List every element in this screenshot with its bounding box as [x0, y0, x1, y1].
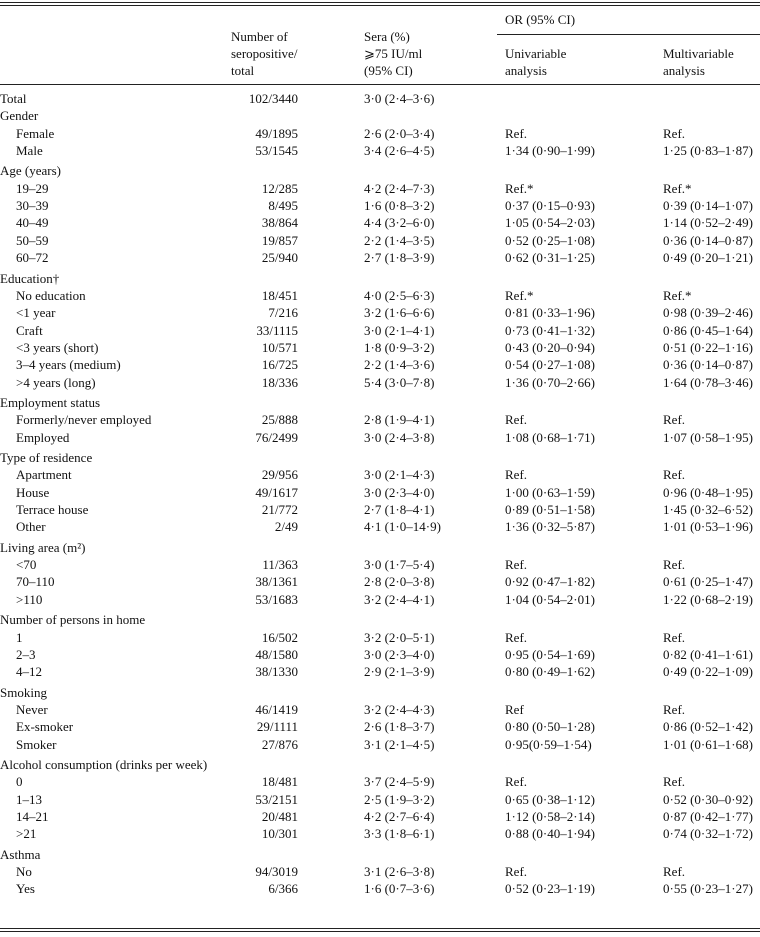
- group-label: Alcohol consumption (drinks per week): [0, 756, 208, 772]
- multivariable-or: 1·45 (0·32–6·52): [663, 502, 753, 518]
- seropositive-count: 11/363: [262, 557, 298, 573]
- sera-percent: 3·1 (2·1–4·5): [364, 736, 435, 752]
- seropositive-count: 46/1419: [255, 701, 298, 717]
- seropositive-count: 29/1111: [256, 719, 298, 735]
- univariable-or: 0·80 (0·50–1·28): [505, 719, 595, 735]
- sera-percent: 4·4 (3·2–6·0): [364, 215, 435, 231]
- sera-percent: 2·7 (1·8–4·1): [364, 502, 435, 518]
- seropositive-count: 18/481: [261, 774, 298, 790]
- table-row: [0, 484, 760, 501]
- univariable-or: Ref: [505, 701, 524, 717]
- seropositive-count: 10/571: [261, 339, 298, 355]
- bottom-rule-second: [0, 931, 760, 932]
- seropositive-count: 2/49: [274, 519, 298, 535]
- row-label: Male: [16, 143, 43, 159]
- table-row: [0, 429, 760, 446]
- multivariable-or: 0·36 (0·14–0·87): [663, 232, 753, 248]
- sera-header-line2: ⩾75 IU/ml: [364, 46, 423, 61]
- or-header-rule: [497, 34, 760, 35]
- group-heading: [0, 611, 760, 628]
- univariable-header-line1: Univariable: [505, 46, 567, 61]
- sera-percent: 2·9 (2·1–3·9): [364, 664, 435, 680]
- top-rule-second: [0, 5, 760, 6]
- multivariable-or: 1·01 (0·61–1·68): [663, 736, 753, 752]
- table-row: [0, 180, 760, 197]
- row-label: Female: [16, 125, 55, 141]
- sera-percent: 3·3 (1·8–6·1): [364, 826, 435, 842]
- multivariable-or: Ref.*: [663, 287, 692, 303]
- group-label: Asthma: [0, 846, 41, 862]
- univariable-header-line2: analysis: [505, 63, 547, 78]
- multivariable-or: 0·36 (0·14–0·87): [663, 357, 753, 373]
- multivariable-or: 0·74 (0·32–1·72): [663, 826, 753, 842]
- row-label: House: [16, 484, 50, 500]
- seropositive-count: 38/1330: [255, 664, 298, 680]
- univariable-or: Ref.: [505, 412, 528, 428]
- seropositive-count: 33/1115: [256, 322, 298, 338]
- seropositive-count: 38/1361: [255, 574, 298, 590]
- table-row: [0, 825, 760, 842]
- seropositive-count: 53/2151: [255, 791, 298, 807]
- univariable-or: 1·36 (0·32–5·87): [505, 519, 595, 535]
- sera-percent: 3·2 (2·4–4·3): [364, 701, 435, 717]
- row-label: 70–110: [16, 574, 55, 590]
- seropositive-count: 29/956: [261, 467, 298, 483]
- multivariable-or: 1·25 (0·83–1·87): [663, 143, 753, 159]
- table-row: [0, 646, 760, 663]
- univariable-or: 0·92 (0·47–1·82): [505, 574, 595, 590]
- table-row: [0, 197, 760, 214]
- univariable-or: 1·05 (0·54–2·03): [505, 215, 595, 231]
- row-label: <1 year: [16, 305, 56, 321]
- row-label: No education: [16, 287, 86, 303]
- multivariable-or: 0·39 (0·14–1·07): [663, 198, 753, 214]
- multivariable-or: 0·98 (0·39–2·46): [663, 305, 753, 321]
- seropositive-count: 19/857: [261, 232, 298, 248]
- multivariable-header-line1: Multivariable: [663, 46, 734, 61]
- header-bottom-rule: [0, 84, 760, 85]
- table-row: [0, 90, 760, 107]
- bottom-rule: [0, 928, 760, 929]
- sera-header-line3: (95% CI): [364, 63, 413, 78]
- univariable-or: 0·95 (0·54–1·69): [505, 646, 595, 662]
- group-label: Age (years): [0, 163, 61, 179]
- row-label: >21: [16, 826, 37, 842]
- multivariable-or: 1·14 (0·52–2·49): [663, 215, 753, 231]
- table-row: [0, 356, 760, 373]
- seropositive-count: 49/1895: [255, 125, 298, 141]
- sera-percent: 4·2 (2·4–7·3): [364, 180, 435, 196]
- sera-percent: 3·2 (2·4–4·1): [364, 591, 435, 607]
- multivariable-or: 1·07 (0·58–1·95): [663, 429, 753, 445]
- row-label: 1: [16, 629, 23, 645]
- univariable-or: 0·43 (0·20–0·94): [505, 339, 595, 355]
- sera-percent: 3·0 (2·4–3·6): [364, 91, 435, 106]
- univariable-or: 0·54 (0·27–1·08): [505, 357, 595, 373]
- univariable-or: 0·88 (0·40–1·94): [505, 826, 595, 842]
- row-label: Terrace house: [16, 502, 89, 518]
- sera-percent: 3·7 (2·4–5·9): [364, 774, 435, 790]
- table-row: [0, 736, 760, 753]
- group-heading: [0, 756, 760, 773]
- univariable-or: 0·52 (0·23–1·19): [505, 881, 595, 897]
- multivariable-or: Ref.*: [663, 180, 692, 196]
- seropositive-count: 38/864: [261, 215, 298, 231]
- multivariable-or: Ref.: [663, 557, 686, 573]
- multivariable-or: 1·01 (0·53–1·96): [663, 519, 753, 535]
- multivariable-or: 0·52 (0·30–0·92): [663, 791, 753, 807]
- seropositive-count: 48/1580: [255, 646, 298, 662]
- sera-percent: 3·0 (2·1–4·3): [364, 467, 435, 483]
- univariable-or: Ref.*: [505, 180, 534, 196]
- row-label: 60–72: [16, 250, 49, 266]
- table-row: [0, 214, 760, 231]
- row-label: Yes: [16, 881, 35, 897]
- sera-percent: 3·0 (2·3–4·0): [364, 484, 435, 500]
- group-heading: [0, 684, 760, 701]
- sera-percent: 3·1 (2·6–3·8): [364, 864, 435, 880]
- group-heading: [0, 846, 760, 863]
- univariable-or: Ref.: [505, 557, 528, 573]
- row-label: 19–29: [16, 180, 49, 196]
- sera-percent: 3·2 (1·6–6·6): [364, 305, 435, 321]
- table-row: [0, 304, 760, 321]
- univariable-or: 0·65 (0·38–1·12): [505, 791, 595, 807]
- table-row: [0, 501, 760, 518]
- group-label: Education†: [0, 270, 60, 286]
- multivariable-or: 0·55 (0·23–1·27): [663, 881, 753, 897]
- univariable-or: 0·81 (0·33–1·96): [505, 305, 595, 321]
- row-label: Craft: [16, 322, 43, 338]
- seropositive-count: 10/301: [261, 826, 298, 842]
- sera-percent: 3·4 (2·6–4·5): [364, 143, 435, 159]
- table-row: [0, 249, 760, 266]
- multivariable-header-line2: analysis: [663, 63, 705, 78]
- seropositive-count: 49/1617: [255, 484, 298, 500]
- sera-header-line1: Sera (%): [364, 29, 410, 44]
- sera-percent: 3·0 (1·7–5·4): [364, 557, 435, 573]
- univariable-or: 0·80 (0·49–1·62): [505, 664, 595, 680]
- row-label: No: [16, 864, 32, 880]
- row-label: 30–39: [16, 198, 49, 214]
- group-label: Number of persons in home: [0, 612, 146, 628]
- table-row: [0, 556, 760, 573]
- table-row: [0, 518, 760, 535]
- multivariable-or: 1·22 (0·68–2·19): [663, 591, 753, 607]
- table-row: [0, 374, 760, 391]
- univariable-or: Ref.: [505, 629, 528, 645]
- univariable-or: 0·52 (0·25–1·08): [505, 232, 595, 248]
- univariable-or: 0·62 (0·31–1·25): [505, 250, 595, 266]
- table-row: [0, 629, 760, 646]
- table-row: [0, 773, 760, 790]
- table-row: [0, 663, 760, 680]
- row-label: <70: [16, 557, 37, 573]
- row-label: 1–13: [16, 791, 42, 807]
- sera-percent: 3·2 (2·0–5·1): [364, 629, 435, 645]
- seropositive-count: 21/772: [261, 502, 298, 518]
- or-header: OR (95% CI): [505, 12, 576, 27]
- row-label: 40–49: [16, 215, 49, 231]
- multivariable-or: 0·96 (0·48–1·95): [663, 484, 753, 500]
- count-header-line3: total: [231, 63, 255, 78]
- sera-percent: 2·5 (1·9–3·2): [364, 791, 435, 807]
- multivariable-or: Ref.: [663, 125, 686, 141]
- sera-percent: 3·0 (2·4–3·8): [364, 429, 435, 445]
- table-row: [0, 701, 760, 718]
- table-row: [0, 863, 760, 880]
- sera-percent: 2·6 (1·8–3·7): [364, 719, 435, 735]
- row-label: Ex-smoker: [16, 719, 74, 735]
- group-label: Type of residence: [0, 450, 93, 465]
- multivariable-or: Ref.: [663, 774, 686, 790]
- group-heading: [0, 162, 760, 179]
- seropositive-count: 25/888: [261, 412, 298, 428]
- seropositive-count: 102/3440: [248, 91, 298, 106]
- sera-percent: 2·7 (1·8–3·9): [364, 250, 435, 266]
- multivariable-or: 0·87 (0·42–1·77): [663, 809, 753, 824]
- row-label: Other: [16, 519, 46, 535]
- seropositive-count: 94/3019: [255, 864, 298, 880]
- sera-percent: 4·1 (1·0–14·9): [364, 519, 441, 535]
- univariable-or: 1·00 (0·63–1·59): [505, 484, 595, 500]
- row-label: <3 years (short): [16, 339, 99, 355]
- row-label: 3–4 years (medium): [16, 357, 121, 373]
- univariable-or: 1·12 (0·58–2·14): [505, 809, 595, 824]
- table-row: [0, 287, 760, 304]
- seropositive-count: 7/216: [268, 305, 298, 321]
- sera-percent: 3·0 (2·1–4·1): [364, 322, 435, 338]
- seropositive-count: 25/940: [261, 250, 298, 266]
- row-label: Employed: [16, 429, 70, 445]
- univariable-or: 1·08 (0·68–1·71): [505, 429, 595, 445]
- univariable-or: 0·95(0·59–1·54): [505, 736, 592, 752]
- row-label: >4 years (long): [16, 374, 96, 390]
- sera-percent: 1·6 (0·7–3·6): [364, 881, 435, 897]
- table-row: [0, 466, 760, 483]
- univariable-or: Ref.: [505, 864, 528, 880]
- univariable-or: 1·04 (0·54–2·01): [505, 591, 595, 607]
- univariable-or: Ref.: [505, 467, 528, 483]
- table-row: [0, 339, 760, 356]
- row-label: Smoker: [16, 736, 57, 752]
- seropositive-count: 6/366: [268, 881, 298, 897]
- count-header-line1: Number of: [231, 29, 288, 44]
- seropositive-count: 53/1545: [255, 143, 298, 159]
- seropositive-count: 27/876: [261, 736, 298, 752]
- row-label: Never: [16, 701, 48, 717]
- table-row: [0, 322, 760, 339]
- row-label: 14–21: [16, 809, 49, 824]
- seropositive-count: 20/481: [261, 809, 298, 824]
- group-heading: [0, 107, 760, 124]
- group-label: Gender: [0, 108, 39, 124]
- sera-percent: 5·4 (3·0–7·8): [364, 374, 435, 390]
- row-label: >110: [16, 591, 43, 607]
- sera-percent: 3·0 (2·3–4·0): [364, 646, 435, 662]
- row-label: Total: [0, 91, 27, 106]
- seropositive-count: 16/725: [261, 357, 298, 373]
- table-row: [0, 718, 760, 735]
- multivariable-or: 0·86 (0·52–1·42): [663, 719, 753, 735]
- row-label: Apartment: [16, 467, 72, 483]
- multivariable-or: 0·82 (0·41–1·61): [663, 646, 753, 662]
- univariable-or: 0·37 (0·15–0·93): [505, 198, 595, 214]
- table-row: [0, 142, 760, 159]
- row-label: 50–59: [16, 232, 49, 248]
- multivariable-or: 0·49 (0·20–1·21): [663, 250, 753, 266]
- multivariable-or: Ref.: [663, 467, 686, 483]
- univariable-or: Ref.: [505, 125, 528, 141]
- multivariable-or: Ref.: [663, 629, 686, 645]
- row-label: 4–12: [16, 664, 42, 680]
- row-label: 2–3: [16, 646, 36, 662]
- count-header-line2: seropositive/: [231, 46, 298, 61]
- univariable-or: 1·36 (0·70–2·66): [505, 374, 595, 390]
- table-row: [0, 125, 760, 142]
- seropositive-count: 76/2499: [255, 429, 298, 445]
- row-label: 0: [16, 774, 23, 790]
- sera-percent: 2·6 (2·0–3·4): [364, 125, 435, 141]
- group-heading: [0, 270, 760, 287]
- multivariable-or: 0·49 (0·22–1·09): [663, 664, 753, 680]
- group-label: Employment status: [0, 394, 101, 410]
- table-row: [0, 791, 760, 808]
- univariable-or: Ref.*: [505, 287, 534, 303]
- table-row: [0, 411, 760, 428]
- univariable-or: Ref.: [505, 774, 528, 790]
- sera-percent: 1·6 (0·8–3·2): [364, 198, 435, 214]
- table-row: [0, 880, 760, 897]
- seropositive-count: 53/1683: [255, 591, 298, 607]
- multivariable-or: 0·51 (0·22–1·16): [663, 339, 753, 355]
- sera-percent: 2·8 (2·0–3·8): [364, 574, 435, 590]
- row-label: Formerly/never employed: [16, 412, 152, 428]
- table-row: [0, 232, 760, 249]
- seropositive-count: 16/502: [261, 629, 298, 645]
- sera-percent: 4·0 (2·5–6·3): [364, 287, 435, 303]
- group-heading: [0, 449, 760, 466]
- group-heading: [0, 539, 760, 556]
- multivariable-or: 0·61 (0·25–1·47): [663, 574, 753, 590]
- multivariable-or: 1·64 (0·78–3·46): [663, 374, 753, 390]
- seropositive-count: 18/336: [261, 374, 298, 390]
- top-rule: [0, 2, 760, 3]
- table-row: [0, 591, 760, 608]
- multivariable-or: Ref.: [663, 412, 686, 428]
- sera-percent: 2·8 (1·9–4·1): [364, 412, 435, 428]
- table-row: [0, 573, 760, 590]
- seropositive-count: 12/285: [261, 180, 298, 196]
- univariable-or: 1·34 (0·90–1·99): [505, 143, 595, 159]
- sera-percent: 4·2 (2·7–6·4): [364, 809, 435, 824]
- group-heading: [0, 394, 760, 411]
- sera-percent: 2·2 (1·4–3·5): [364, 232, 435, 248]
- univariable-or: 0·89 (0·51–1·58): [505, 502, 595, 518]
- sera-percent: 2·2 (1·4–3·6): [364, 357, 435, 373]
- multivariable-or: Ref.: [663, 864, 686, 880]
- group-label: Living area (m²): [0, 539, 86, 555]
- multivariable-or: Ref.: [663, 701, 686, 717]
- univariable-or: 0·73 (0·41–1·32): [505, 322, 595, 338]
- table-row: [0, 808, 760, 825]
- seropositive-count: 8/495: [268, 198, 298, 214]
- group-label: Smoking: [0, 684, 47, 700]
- sera-percent: 1·8 (0·9–3·2): [364, 339, 435, 355]
- seropositive-count: 18/451: [261, 287, 298, 303]
- multivariable-or: 0·86 (0·45–1·64): [663, 322, 753, 338]
